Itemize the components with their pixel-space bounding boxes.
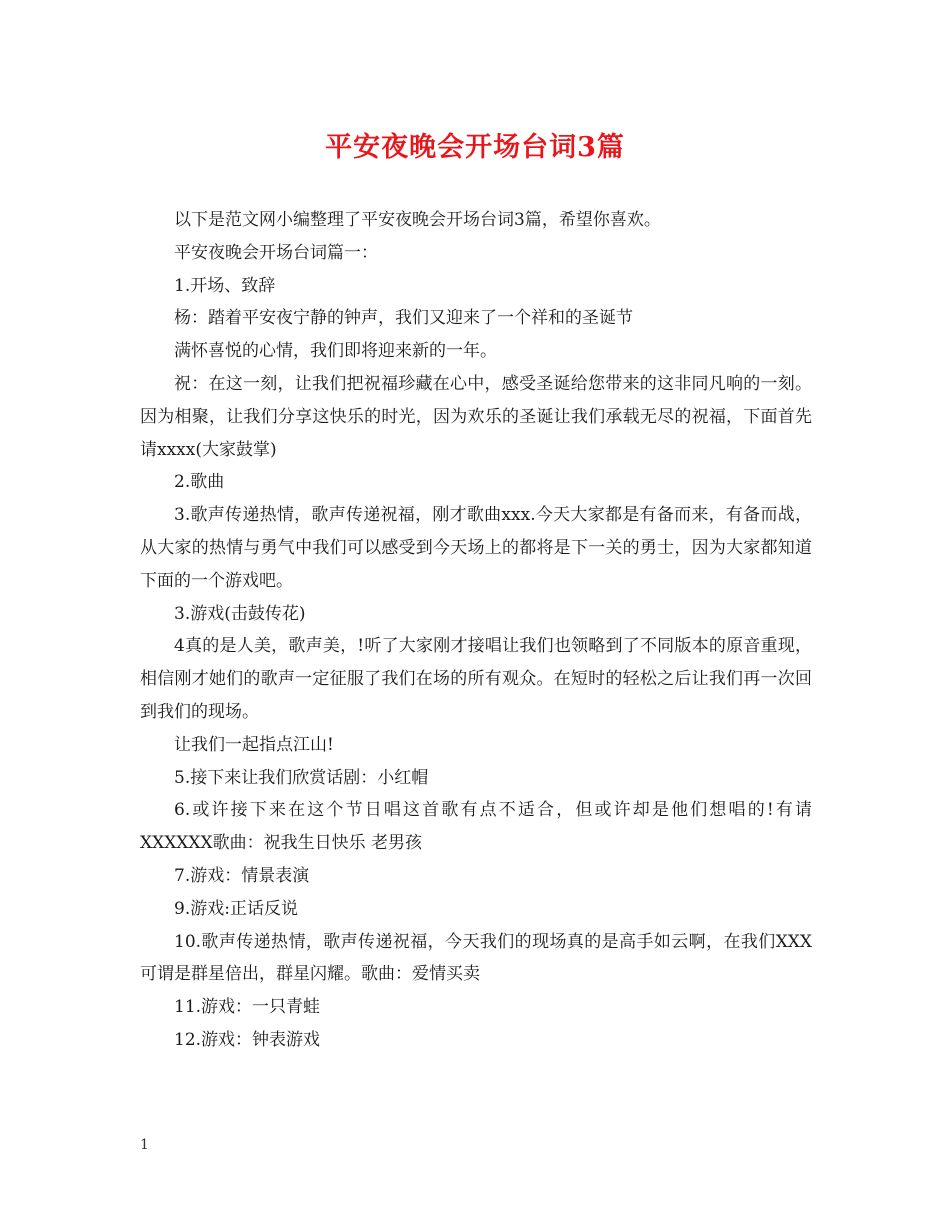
- page-number: 1: [140, 1137, 149, 1153]
- paragraph: 11.游戏：一只青蛙: [174, 997, 321, 1018]
- paragraph: 7.游戏：情景表演: [174, 865, 310, 886]
- paragraph: 4真的是人美，歌声美，!听了大家刚才接唱让我们也领略到了不同版本的原音重现，相信刚才她们的歌声一定征服了我们在场的所有观众。在短时的轻松之后让我们再一次回到我们的现场。: [140, 636, 812, 722]
- paragraph: 5.接下来让我们欣赏话剧：小红帽: [174, 767, 429, 788]
- paragraph: 12.游戏：钟表游戏: [174, 1029, 321, 1050]
- paragraph: 满怀喜悦的心情，我们即将迎来新的一年。: [174, 341, 497, 362]
- paragraph: 平安夜晚会开场台词篇一：: [174, 242, 378, 263]
- paragraph: 9.游戏:正话反说: [174, 898, 298, 919]
- paragraph: 以下是范文网小编整理了平安夜晚会开场台词3篇，希望你喜欢。: [174, 210, 661, 230]
- paragraph: 让我们一起指点江山!: [174, 734, 334, 755]
- paragraph: 6.或许接下来在这个节日唱这首歌有点不适合，但或许却是他们想唱的!有请XXXXXX歌曲：祝我生日快乐 老男孩: [140, 800, 812, 854]
- paragraph: 祝：在这一刻，让我们把祝福珍藏在心中，感受圣诞给您带来的这非同凡响的一刻。因为相聚，让我们分享这快乐的时光，因为欢乐的圣诞让我们承载无尽的祝福，下面首先请xxxx(大家鼓掌): [140, 373, 812, 460]
- paragraph: 1.开场、致辞: [174, 275, 276, 296]
- paragraph: 3.游戏(击鼓传花): [174, 603, 306, 624]
- paragraph: 10.歌声传递热情，歌声传递祝福，今天我们的现场真的是高手如云啊，在我们XXX可谓是群星倍出，群星闪耀。歌曲：爱情买卖: [140, 931, 812, 985]
- paragraph: 2.歌曲: [174, 472, 225, 493]
- paragraph: 3.歌声传递热情，歌声传递祝福，刚才歌曲xxx.今天大家都是有备而来，有备而战，从大家的热情与勇气中我们可以感受到今天场上的都将是下一关的勇士，因为大家都知道下面的一个游戏吧。: [140, 505, 812, 591]
- document-body: [140, 204, 812, 1057]
- document-title: 平安夜晚会开场台词3篇: [325, 132, 625, 163]
- paragraph: 杨：踏着平安夜宁静的钟声，我们又迎来了一个祥和的圣诞节: [174, 308, 633, 329]
